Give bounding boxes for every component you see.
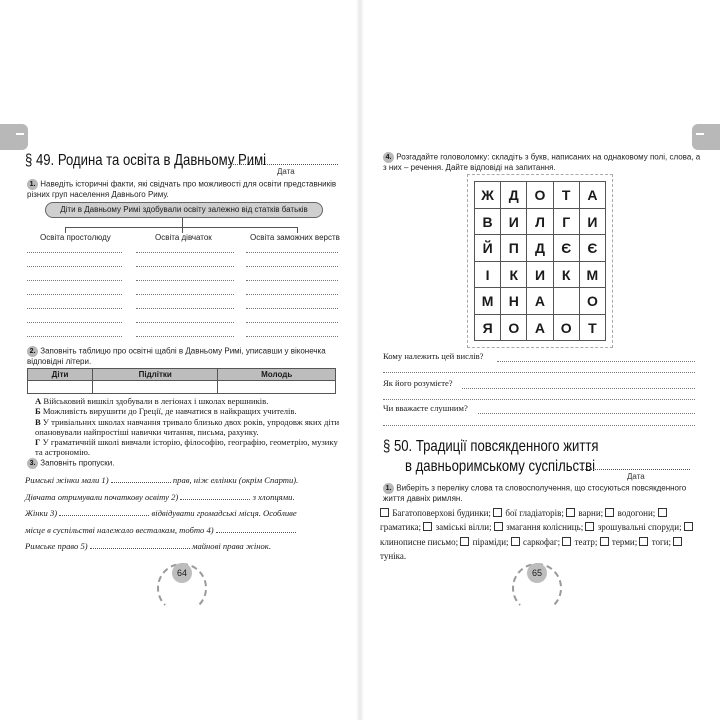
table-header-youth: Молодь — [218, 369, 336, 381]
option-label: театр; — [574, 536, 598, 547]
answer-agree[interactable] — [478, 413, 695, 414]
blank-1[interactable] — [111, 482, 171, 483]
blank-4[interactable] — [216, 532, 296, 533]
task-50-1 — [383, 483, 701, 505]
puzzle-cell — [501, 209, 527, 236]
puzzle-cell — [580, 315, 606, 342]
question-meaning: Як його розумієте? — [383, 378, 453, 388]
checkbox[interactable] — [562, 537, 571, 546]
option-label: Багатоповерхові будинки; — [392, 508, 491, 518]
puzzle-letter: О — [534, 187, 546, 203]
puzzle-cell — [580, 182, 606, 209]
puzzle-cell — [527, 182, 553, 209]
puzzle-cell — [554, 209, 580, 236]
puzzle-cell — [527, 262, 553, 289]
puzzle-letter: Ж — [481, 187, 494, 203]
table-header-children: Діти — [28, 369, 93, 381]
diagram-root-label: Діти в Давньому Римі здобували освіту залежно від статків батьків — [45, 202, 323, 218]
column-header-girls: Освіта дівчаток — [155, 233, 212, 242]
date-field[interactable] — [580, 469, 690, 470]
date-label: Дата — [277, 167, 295, 176]
date-field[interactable] — [228, 164, 338, 165]
puzzle-letter: И — [508, 213, 519, 230]
page-number: 64 — [172, 563, 192, 583]
page-tab-marker — [0, 124, 28, 150]
task-3 — [27, 458, 345, 469]
task-number-badge: 1. — [27, 179, 38, 190]
puzzle-cell — [501, 262, 527, 289]
blank-2[interactable] — [180, 499, 250, 500]
puzzle-letter: Є — [561, 240, 572, 256]
table-header-teens: Підлітки — [93, 369, 218, 381]
checkbox[interactable] — [566, 508, 575, 517]
statement-item: А Військовий вишкіл здобували в легіонах і школах вершників. — [35, 396, 269, 406]
option-label: зрошувальні споруди; — [597, 522, 682, 533]
task-number-badge: 3. — [27, 458, 38, 469]
statements-list — [35, 396, 340, 458]
table-cell-children[interactable] — [28, 381, 93, 394]
diagram-branch — [182, 218, 183, 233]
statement-item: Б Можливість вирушити до Греції, де навчатися в найкращих учителів. — [35, 406, 297, 417]
puzzle-cell — [527, 235, 553, 262]
section-title-50-line-2: в давньоримському суспільстві — [405, 458, 596, 475]
task-4 — [383, 152, 701, 174]
checkbox[interactable] — [600, 537, 609, 546]
column-header-commoners: Освіта простолюду — [40, 233, 111, 242]
puzzle-cell — [501, 315, 527, 342]
puzzle-letter: Н — [508, 293, 519, 309]
puzzle-letter: К — [561, 266, 571, 283]
puzzle-cell — [501, 288, 527, 315]
puzzle-letter: І — [485, 266, 490, 283]
puzzle-letter: А — [587, 187, 598, 203]
checkbox[interactable] — [493, 508, 502, 517]
puzzle-cell — [501, 235, 527, 262]
puzzle-letter: М — [586, 266, 599, 283]
puzzle-letter: В — [482, 213, 493, 230]
puzzle-letter: П — [508, 240, 519, 256]
puzzle-letter: О — [560, 319, 572, 336]
column-header-wealthy: Освіта заможних верств — [250, 233, 340, 242]
task-4-text: Розгадайте головоломку: складіть з букв, написаних на однаковому полі, слова, а з них – речення. Дайте відповіді на запитання. — [383, 152, 701, 173]
option-label: бої гладіаторів; — [505, 508, 564, 518]
task-3-text: Заповніть пропуски. — [40, 458, 115, 468]
table-cell-teens[interactable] — [93, 381, 218, 394]
task-2-text: Заповніть таблицю про освітні щаблі в Давньому Римі, уписавши у віконечка відповідні літери. — [27, 346, 326, 367]
puzzle-letter: О — [586, 293, 598, 309]
puzzle-letter: Т — [561, 187, 571, 203]
checkbox[interactable] — [684, 522, 693, 531]
puzzle-cell — [475, 209, 501, 236]
option-label: заміські вілли; — [435, 522, 492, 533]
answer-meaning-line-2[interactable] — [383, 399, 695, 400]
puzzle-cell — [554, 288, 580, 315]
checkbox[interactable] — [460, 537, 469, 546]
option-label: піраміди; — [472, 536, 509, 547]
table-cell-youth[interactable] — [218, 381, 336, 394]
puzzle-cell — [501, 182, 527, 209]
puzzle-cell — [475, 315, 501, 342]
puzzle-cell — [580, 288, 606, 315]
question-agree: Чи вважаєте слушним? — [383, 403, 468, 413]
puzzle-cell — [554, 182, 580, 209]
option-label: терми; — [611, 536, 638, 547]
date-label: Дата — [627, 472, 645, 481]
puzzle-cell — [527, 209, 553, 236]
puzzle-cell — [554, 235, 580, 262]
education-table — [27, 368, 336, 394]
puzzle-cell — [554, 262, 580, 289]
page-number: 65 — [527, 563, 547, 583]
answer-agree-line-2[interactable] — [383, 425, 695, 426]
checkbox[interactable] — [494, 522, 503, 531]
task-2 — [27, 346, 345, 368]
option-label: тоги; — [651, 536, 672, 547]
option-label: клинописне письмо; — [380, 536, 459, 547]
checkbox[interactable] — [673, 537, 682, 546]
diagram-connector — [65, 227, 297, 228]
puzzle-cell — [475, 262, 501, 289]
puzzle-letter: Є — [587, 240, 598, 256]
puzzle-cell — [554, 315, 580, 342]
option-label: водогони; — [617, 508, 656, 518]
section-title-49: § 49. Родина та освіта в Давньому Римі — [25, 152, 267, 169]
task-number-badge: 1. — [383, 483, 394, 494]
puzzle-cell — [475, 288, 501, 315]
puzzle-letter: Г — [562, 213, 571, 230]
puzzle-cell — [580, 262, 606, 289]
task-number-badge: 4. — [383, 152, 394, 163]
letter-puzzle-grid — [474, 181, 606, 341]
option-label: змагання колісниць; — [506, 522, 584, 533]
option-label: варни; — [578, 508, 604, 518]
checkbox[interactable] — [511, 537, 520, 546]
puzzle-letter: Д — [508, 187, 519, 203]
puzzle-letter: К — [509, 266, 519, 283]
checkbox-options — [380, 506, 698, 563]
puzzle-letter: Д — [534, 240, 545, 256]
task-1-text: Наведіть історичні факти, які свідчать про можливості для освіти представників різних груп населення Давнього Риму. — [27, 179, 337, 200]
statement-item: Г У граматичній школі вивчали історію, філософію, географію, геометрію, музику та астрономію. — [35, 437, 338, 458]
option-label: туніка. — [380, 550, 407, 561]
task-number-badge: 2. — [27, 346, 38, 357]
puzzle-letter: М — [481, 293, 494, 309]
option-label: саркофаг; — [523, 536, 561, 547]
checkbox[interactable] — [380, 508, 389, 517]
question-who: Кому належить цей вислів? — [383, 351, 484, 361]
puzzle-letter: Я — [482, 319, 493, 336]
puzzle-letter: А — [534, 319, 546, 336]
checkbox[interactable] — [585, 522, 594, 531]
puzzle-cell — [475, 235, 501, 262]
puzzle-letter: И — [534, 266, 546, 283]
puzzle-letter: И — [587, 213, 598, 230]
puzzle-letter: Т — [588, 319, 597, 336]
blank-5[interactable] — [90, 548, 190, 549]
puzzle-cell — [475, 182, 501, 209]
puzzle-cell — [527, 288, 553, 315]
answer-meaning[interactable] — [462, 388, 695, 389]
puzzle-cell — [580, 209, 606, 236]
checkbox[interactable] — [639, 537, 648, 546]
checkbox[interactable] — [658, 508, 667, 517]
checkbox[interactable] — [605, 508, 614, 517]
puzzle-letter: Й — [482, 240, 493, 256]
puzzle-cell — [580, 235, 606, 262]
puzzle-cell — [527, 315, 553, 342]
answer-who-line-2[interactable] — [383, 372, 695, 373]
answer-who[interactable] — [497, 361, 695, 362]
statement-item: В У тривіальних школах навчання тривало близько двох років, упродовж яких діти опановували найпростіші навички читання, письма, рахунку. — [35, 416, 340, 437]
task-1 — [27, 179, 347, 201]
section-title-50: § 50. Традиції повсякденного життя — [383, 438, 599, 455]
checkbox[interactable] — [423, 522, 432, 531]
page-tab-marker — [692, 124, 720, 150]
fill-in-text: Римські жінки мали 1) прав, ніж еллінки (окрім Спарти). Дівчата отримували початкову освіту 2) з хлопцями. Жінки 3) відвідувати громадські місця. Особливе місце в суспільстві належало весталкам, тобто 4) Римське право 5) майнові права жінок. — [25, 475, 299, 551]
task-50-1-text: Виберіть з переліку слова та словосполучення, що стосуються повсякденного життя давніх римлян. — [383, 483, 687, 504]
puzzle-letter: А — [534, 293, 546, 309]
blank-3[interactable] — [59, 515, 149, 516]
puzzle-letter: Л — [535, 213, 545, 230]
option-label: граматика; — [380, 522, 422, 533]
puzzle-letter: О — [508, 319, 520, 336]
